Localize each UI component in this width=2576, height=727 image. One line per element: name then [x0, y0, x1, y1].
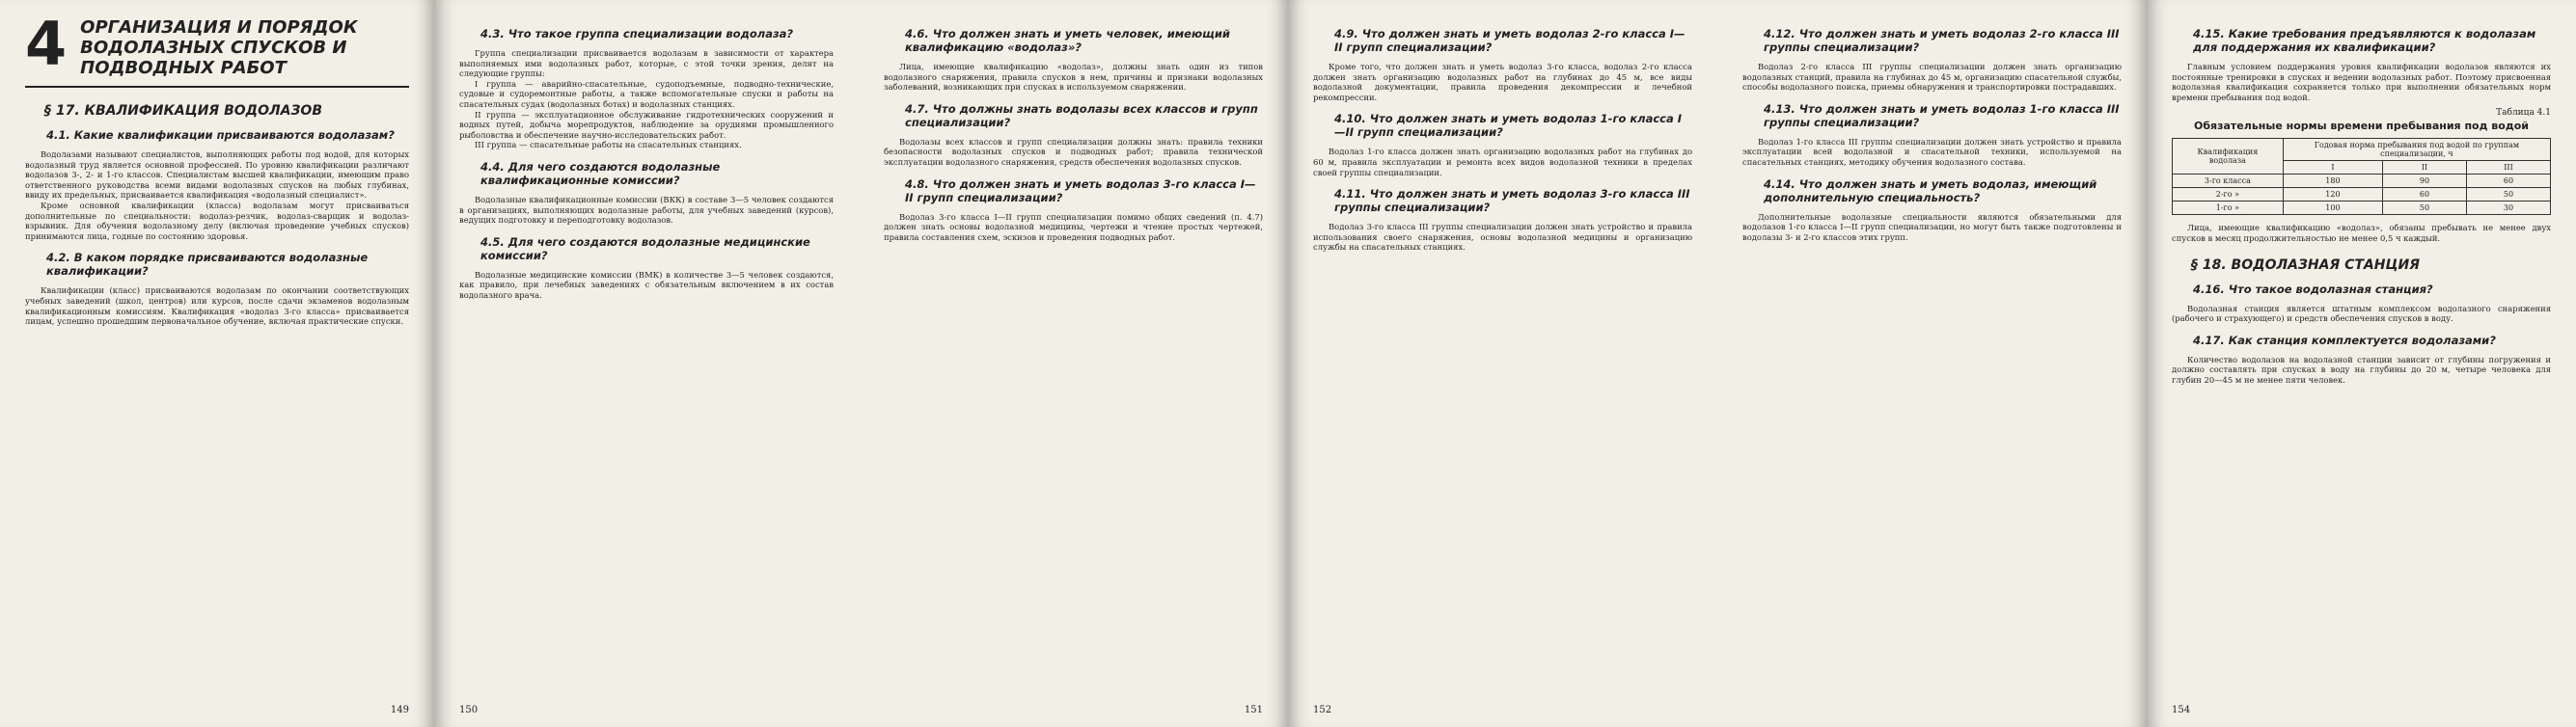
- paragraph: II группа — эксплуатационное обслуживание гидротехнических сооружений и водных путей, добыча морепродуктов, наблюдение за орудиями промышленного рыболовства и обеспечение научно-исследовательских работ.: [459, 109, 834, 140]
- paragraph: Кроме того, что должен знать и уметь водолаз 3-го класса, водолаз 2-го класса должен знать организацию водолазных работ на глубинах до 45 м, все виды водолазной документации, правила проведения декомпрессии и лечебной рекомпрессии.: [1313, 62, 1692, 102]
- paragraph: I группа — аварийно-спасательные, судоподъемные, подводно-технические, судовые и судоремонтные работы, а также вспомогательные спуски и работы на спасательных судах (водолазных ботах) и водолазных станциях.: [459, 78, 834, 109]
- table-header-row: [2173, 139, 2551, 161]
- paragraph: Лица, имеющие квалификацию «водолаз», должны знать один из типов водолазного снаряжения, правила спусков в нем, причины и признаки водолазных заболеваний, возникающих при спусках в используемом снаряжении.: [884, 62, 1263, 93]
- cell: 50: [2467, 188, 2551, 202]
- question-heading: 4.13. Что должен знать и уметь водолаз 1-го класса III группы специализации?: [1764, 101, 2120, 129]
- cell: 50: [2383, 202, 2467, 215]
- page-150: [434, 0, 859, 727]
- col-head-group: Годовая норма пребывания под водой по группам специализации, ч: [2283, 139, 2550, 161]
- question-heading: 4.6. Что должен знать и уметь человек, имеющий квалификацию «водолаз»?: [905, 27, 1230, 54]
- paragraph: Водолаз 1-го класса должен знать организацию водолазных работ на глубинах до 60 м, правила эксплуатации и ремонта всех видов водолазной техники в пределах своей группы специализации.: [1313, 147, 1692, 177]
- question-heading: 4.9. Что должен знать и уметь водолаз 2-го класса I—II групп специализации?: [1334, 27, 1685, 54]
- page-number: 150: [459, 705, 479, 715]
- paragraph: Кроме основной квалификации (класса) водолазам могут присваиваться дополнительные по специальности: водолаз-резчик, водолаз-сварщик и водолаз-взрывник. Для обучения водолазному делу (включая проведение учебных спусков) принимаются лица, годные по состоянию здоровья.: [25, 200, 409, 241]
- table-row: [2173, 202, 2551, 215]
- page-number: 149: [390, 705, 409, 715]
- question-heading: 4.8. Что должен знать и уметь водолаз 3-го класса I—II групп специализации?: [905, 176, 1256, 204]
- row-label: 1-го »: [2173, 202, 2284, 215]
- question-heading: 4.5. Для чего создаются водолазные медицинские комиссии?: [480, 234, 810, 262]
- paragraph: Водолаз 3-го класса III группы специализации должен знать устройство и правила использования своего снаряжения, основы водолазной медицины и организацию службы на спасательных станциях.: [1313, 222, 1692, 253]
- paragraph: Дополнительные водолазные специальности являются обязательными для водолазов 1-го класса I—II групп специализации, но могут быть также подготовлены и водолазы 3- и 2-го классов этих групп.: [1742, 211, 2122, 242]
- paragraph: Квалификации (класс) присваиваются водолазам по окончании соответствующих учебных заведений (школ, центров) или курсов, после сдачи экзаменов водолазным квалификационным комиссиям. Квалификация «водолаз 3-го класса» присваивается лицам, успешно прошедшим первоначальное обучение, включая практические спуски.: [25, 285, 409, 327]
- row-label: 3-го класса: [2173, 175, 2284, 188]
- paragraph: Водолаз 2-го класса III группы специализации должен знать организацию водолазных станций, правила на глубинах до 45 м, организацию спасательной службы, способы водолазного поиска, приемы обнаружения и транспортировки пострадавших.: [1742, 62, 2122, 93]
- page-151: [859, 0, 1288, 727]
- col-group-ii: II: [2383, 161, 2467, 175]
- paragraph: Водолазная станция является штатным комплексом водолазного снаряжения (рабочего и страхующего) и средств обеспечения спусков в воду.: [2172, 303, 2551, 324]
- cell: 100: [2283, 202, 2382, 215]
- paragraph: Водолазные медицинские комиссии (ВМК) в количестве 3—5 человек создаются, как правило, при лечебных заведениях с обязательным включением в их состав водолазного врача.: [459, 269, 834, 300]
- question-heading: 4.3. Что такое группа специализации водолаза?: [480, 27, 794, 40]
- question-heading: 4.17. Как станция комплектуется водолазами?: [2193, 333, 2496, 347]
- chapter-number: 4: [25, 9, 68, 79]
- question-heading: 4.4. Для чего создаются водолазные квалификационные комиссии?: [480, 159, 721, 187]
- paragraph: III группа — спасательные работы на спасательных станциях.: [475, 140, 742, 150]
- paragraph: Водолазы всех классов и групп специализации должны знать: правила техники безопасности водолазных спусков и подводных работ; правила технической эксплуатации водолазного снаряжения, средств обеспечения водолазных спусков.: [884, 136, 1263, 167]
- paragraph: Водолазные квалификационные комиссии (ВКК) в составе 3—5 человек создаются в организациях, выполняющих водолазные работы, для учебных заведений (курсов), ведущих подготовку и переподготовку водолазов.: [459, 194, 834, 226]
- paragraph: Лица, имеющие квалификацию «водолаз», обязаны пребывать не менее двух спусков в месяц продолжительностью не менее 0,5 ч каждый.: [2172, 223, 2551, 243]
- question-heading: 4.14. Что должен знать и уметь водолаз, имеющий дополнительную специальность?: [1764, 176, 2097, 204]
- page-number: 152: [1313, 705, 1332, 715]
- col-head-qualification: Квалификация водолаза: [2173, 139, 2284, 175]
- question-heading: 4.7. Что должны знать водолазы всех классов и групп специализации?: [905, 101, 1258, 129]
- cell: 120: [2283, 188, 2382, 202]
- section-heading: § 18. ВОДОЛАЗНАЯ СТАНЦИЯ: [2191, 256, 2420, 273]
- paragraph: Группа специализации присваивается водолазам в зависимости от характера выполняемых ими водолазных работ, которые, с этой точки зрения, делят на следующие группы:: [459, 48, 834, 79]
- paragraph: Количество водолазов на водолазной станции зависит от глубины погружения и должно составлять при спусках в воду на глубины до 20 м, четыре человека для глубин 20—45 м не менее пяти человек.: [2172, 354, 2551, 385]
- row-label: 2-го »: [2173, 188, 2284, 202]
- question-heading: 4.16. Что такое водолазная станция?: [2193, 282, 2433, 296]
- page-number: 151: [1244, 705, 1263, 715]
- question-heading: 4.2. В каком порядке присваиваются водолазные квалификации?: [46, 251, 369, 279]
- chapter-title: ОРГАНИЗАЦИЯ И ПОРЯДОК ВОДОЛАЗНЫХ СПУСКОВ И ПОДВОДНЫХ РАБОТ: [80, 17, 358, 78]
- paragraph: Главным условием поддержания уровня квалификации водолазов являются их постоянные тренировки в спусках и ведении водолазных работ. Поэтому присвоенная водолазная квалификация сохраняется только при выполнении обязательных норм времени пребывания под водой.: [2172, 62, 2551, 102]
- cell: 60: [2383, 188, 2467, 202]
- cell: 180: [2283, 175, 2382, 188]
- chapter-header: [25, 9, 409, 88]
- page-153: [1717, 0, 2147, 727]
- paragraph: Водолазами называют специалистов, выполняющих работы под водой, для которых водолазный труд является основной профессией. По уровню квалификации различают водолазов 3-, 2- и 1-го классов. Специалистам высшей квалификации, имеющим право ответственного руководства всеми видами водолазных спусков на любых глубинах, ввиду их предельных, присваивается квалификация «водолазный специалист».: [25, 149, 409, 201]
- table-row: [2173, 188, 2551, 202]
- cell: 60: [2467, 175, 2551, 188]
- col-group-i: I: [2283, 161, 2382, 175]
- section-heading: § 17. КВАЛИФИКАЦИЯ ВОДОЛАЗОВ: [44, 103, 323, 119]
- question-heading: 4.11. Что должен знать и уметь водолаз 3-го класса III группы специализации?: [1334, 187, 1690, 215]
- page-149: [0, 0, 434, 727]
- table-title: Обязательные нормы времени пребывания под водой: [2194, 120, 2529, 133]
- norms-table: [2172, 138, 2551, 215]
- question-heading: 4.12. Что должен знать и уметь водолаз 2-го класса III группы специализации?: [1764, 27, 2120, 54]
- paragraph: Водолаз 1-го класса III группы специализации должен знать устройство и правила эксплуатации всей водолазной и спасательной техники, используемой на спасательных станциях, методику обучения водолазного состава.: [1742, 136, 2122, 167]
- page-154: [2147, 0, 2576, 727]
- table-caption: Таблица 4.1: [2496, 108, 2551, 119]
- paragraph: Водолаз 3-го класса I—II групп специализации помимо общих сведений (п. 4.7) должен знать основы водолазной медицины, чертежи и чтение простых чертежей, правила составления схем, эскизов и проведения подводных работ.: [884, 211, 1263, 242]
- cell: 30: [2467, 202, 2551, 215]
- table-row: [2173, 175, 2551, 188]
- page-number: 154: [2172, 705, 2191, 715]
- page-152: [1288, 0, 1717, 727]
- question-heading: 4.10. Что должен знать и уметь водолаз 1-го класса I—II групп специализации?: [1334, 112, 1683, 140]
- question-heading: 4.15. Какие требования предъявляются к водолазам для поддержания их квалификации?: [2193, 27, 2536, 54]
- question-heading: 4.1. Какие квалификации присваиваются водолазам?: [46, 128, 395, 142]
- cell: 90: [2383, 175, 2467, 188]
- col-group-iii: III: [2467, 161, 2551, 175]
